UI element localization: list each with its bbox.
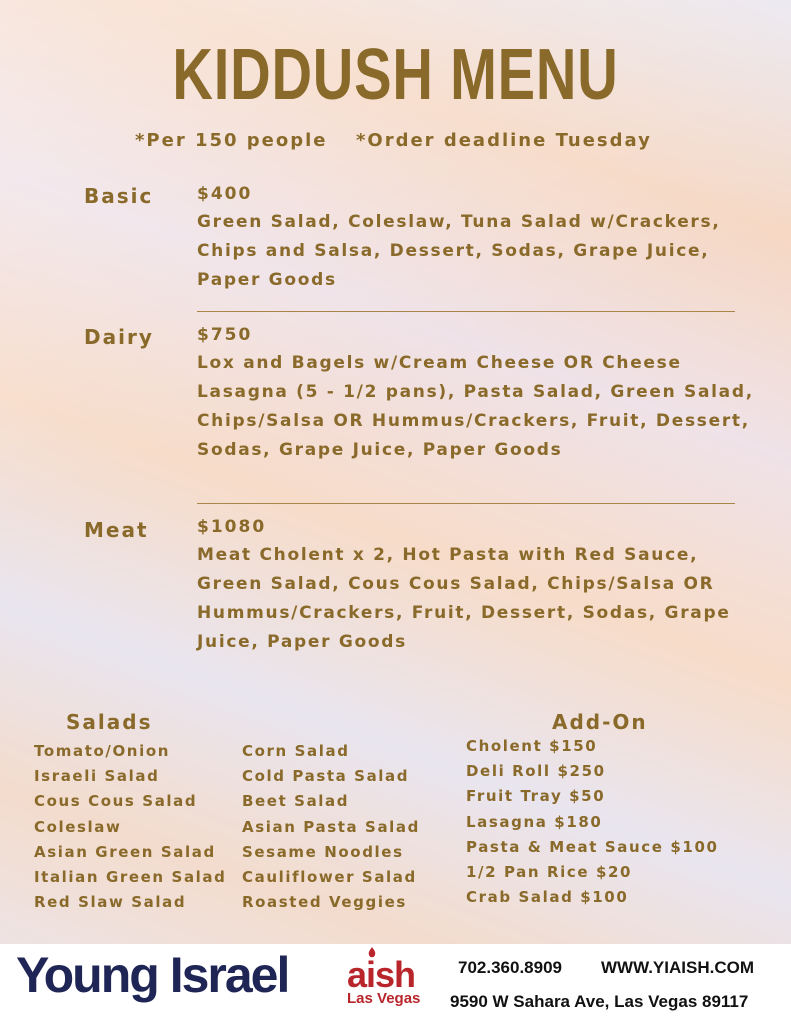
list-item: Fruit Tray $50 bbox=[466, 787, 606, 806]
package-dairy-price: $750 bbox=[197, 325, 253, 345]
list-item: Cauliflower Salad bbox=[242, 867, 417, 886]
website-link[interactable]: WWW.YIAISH.COM bbox=[601, 958, 754, 977]
list-item: Asian Pasta Salad bbox=[242, 817, 420, 836]
aish-logo-city: Las Vegas bbox=[347, 990, 421, 1007]
phone-number[interactable]: 702.360.8909 bbox=[458, 958, 562, 977]
addon-heading: Add-On bbox=[552, 710, 648, 734]
young-israel-logo: Young Israel bbox=[16, 947, 289, 1003]
list-item: Lasagna $180 bbox=[466, 812, 603, 831]
addon-list bbox=[466, 734, 719, 910]
list-item: Israeli Salad bbox=[34, 767, 160, 786]
package-meat-items: Meat Cholent x 2, Hot Pasta with Red Sauce, Green Salad, Cous Cous Salad, Chips/Salsa OR Hummus/Crackers, Fruit, Dessert, Sodas, Grape Juice, Paper Goods bbox=[197, 545, 731, 652]
list-item: Asian Green Salad bbox=[34, 842, 216, 861]
list-item: 1/2 Pan Rice $20 bbox=[466, 862, 633, 881]
list-item: Roasted Veggies bbox=[242, 893, 407, 912]
list-item: Beet Salad bbox=[242, 792, 350, 811]
page-title: KIDDUSH MENU bbox=[172, 35, 619, 115]
list-item: Crab Salad $100 bbox=[466, 888, 629, 907]
list-item: Cholent $150 bbox=[466, 737, 598, 755]
salads-list-right bbox=[242, 739, 420, 915]
list-item: Corn Salad bbox=[242, 742, 350, 760]
list-item: Tomato/Onion bbox=[34, 742, 171, 760]
note-deadline: *Order deadline Tuesday bbox=[356, 130, 652, 151]
list-item: Coleslaw bbox=[34, 817, 122, 836]
list-item: Red Slaw Salad bbox=[34, 893, 187, 912]
divider bbox=[197, 503, 735, 504]
aish-logo: aish bbox=[347, 954, 416, 995]
salads-heading: Salads bbox=[66, 710, 153, 734]
package-basic-name: Basic bbox=[84, 184, 154, 208]
package-dairy-name: Dairy bbox=[84, 325, 154, 349]
salads-list-left bbox=[34, 739, 226, 915]
package-basic-items: Green Salad, Coleslaw, Tuna Salad w/Crackers, Chips and Salsa, Dessert, Sodas, Grape Juice, Paper Goods bbox=[197, 212, 721, 290]
footer bbox=[0, 944, 791, 1024]
note-per-people: *Per 150 people bbox=[135, 130, 328, 151]
address: 9590 W Sahara Ave, Las Vegas 89117 bbox=[450, 992, 749, 1011]
package-meat-name: Meat bbox=[84, 518, 149, 542]
package-meat-price: $1080 bbox=[197, 517, 267, 537]
package-basic-price: $400 bbox=[197, 184, 253, 204]
list-item: Cous Cous Salad bbox=[34, 792, 198, 811]
list-item: Cold Pasta Salad bbox=[242, 767, 410, 786]
list-item: Pasta & Meat Sauce $100 bbox=[466, 837, 719, 856]
divider bbox=[197, 311, 735, 312]
list-item: Sesame Noodles bbox=[242, 842, 404, 861]
package-dairy-items: Lox and Bagels w/Cream Cheese OR Cheese Lasagna (5 - 1/2 pans), Pasta Salad, Green Salad, Chips/Salsa OR Hummus/Crackers, Fruit, Dessert, Sodas, Grape Juice, Paper Goods bbox=[197, 353, 754, 460]
list-item: Deli Roll $250 bbox=[466, 762, 606, 781]
list-item: Italian Green Salad bbox=[34, 867, 227, 886]
